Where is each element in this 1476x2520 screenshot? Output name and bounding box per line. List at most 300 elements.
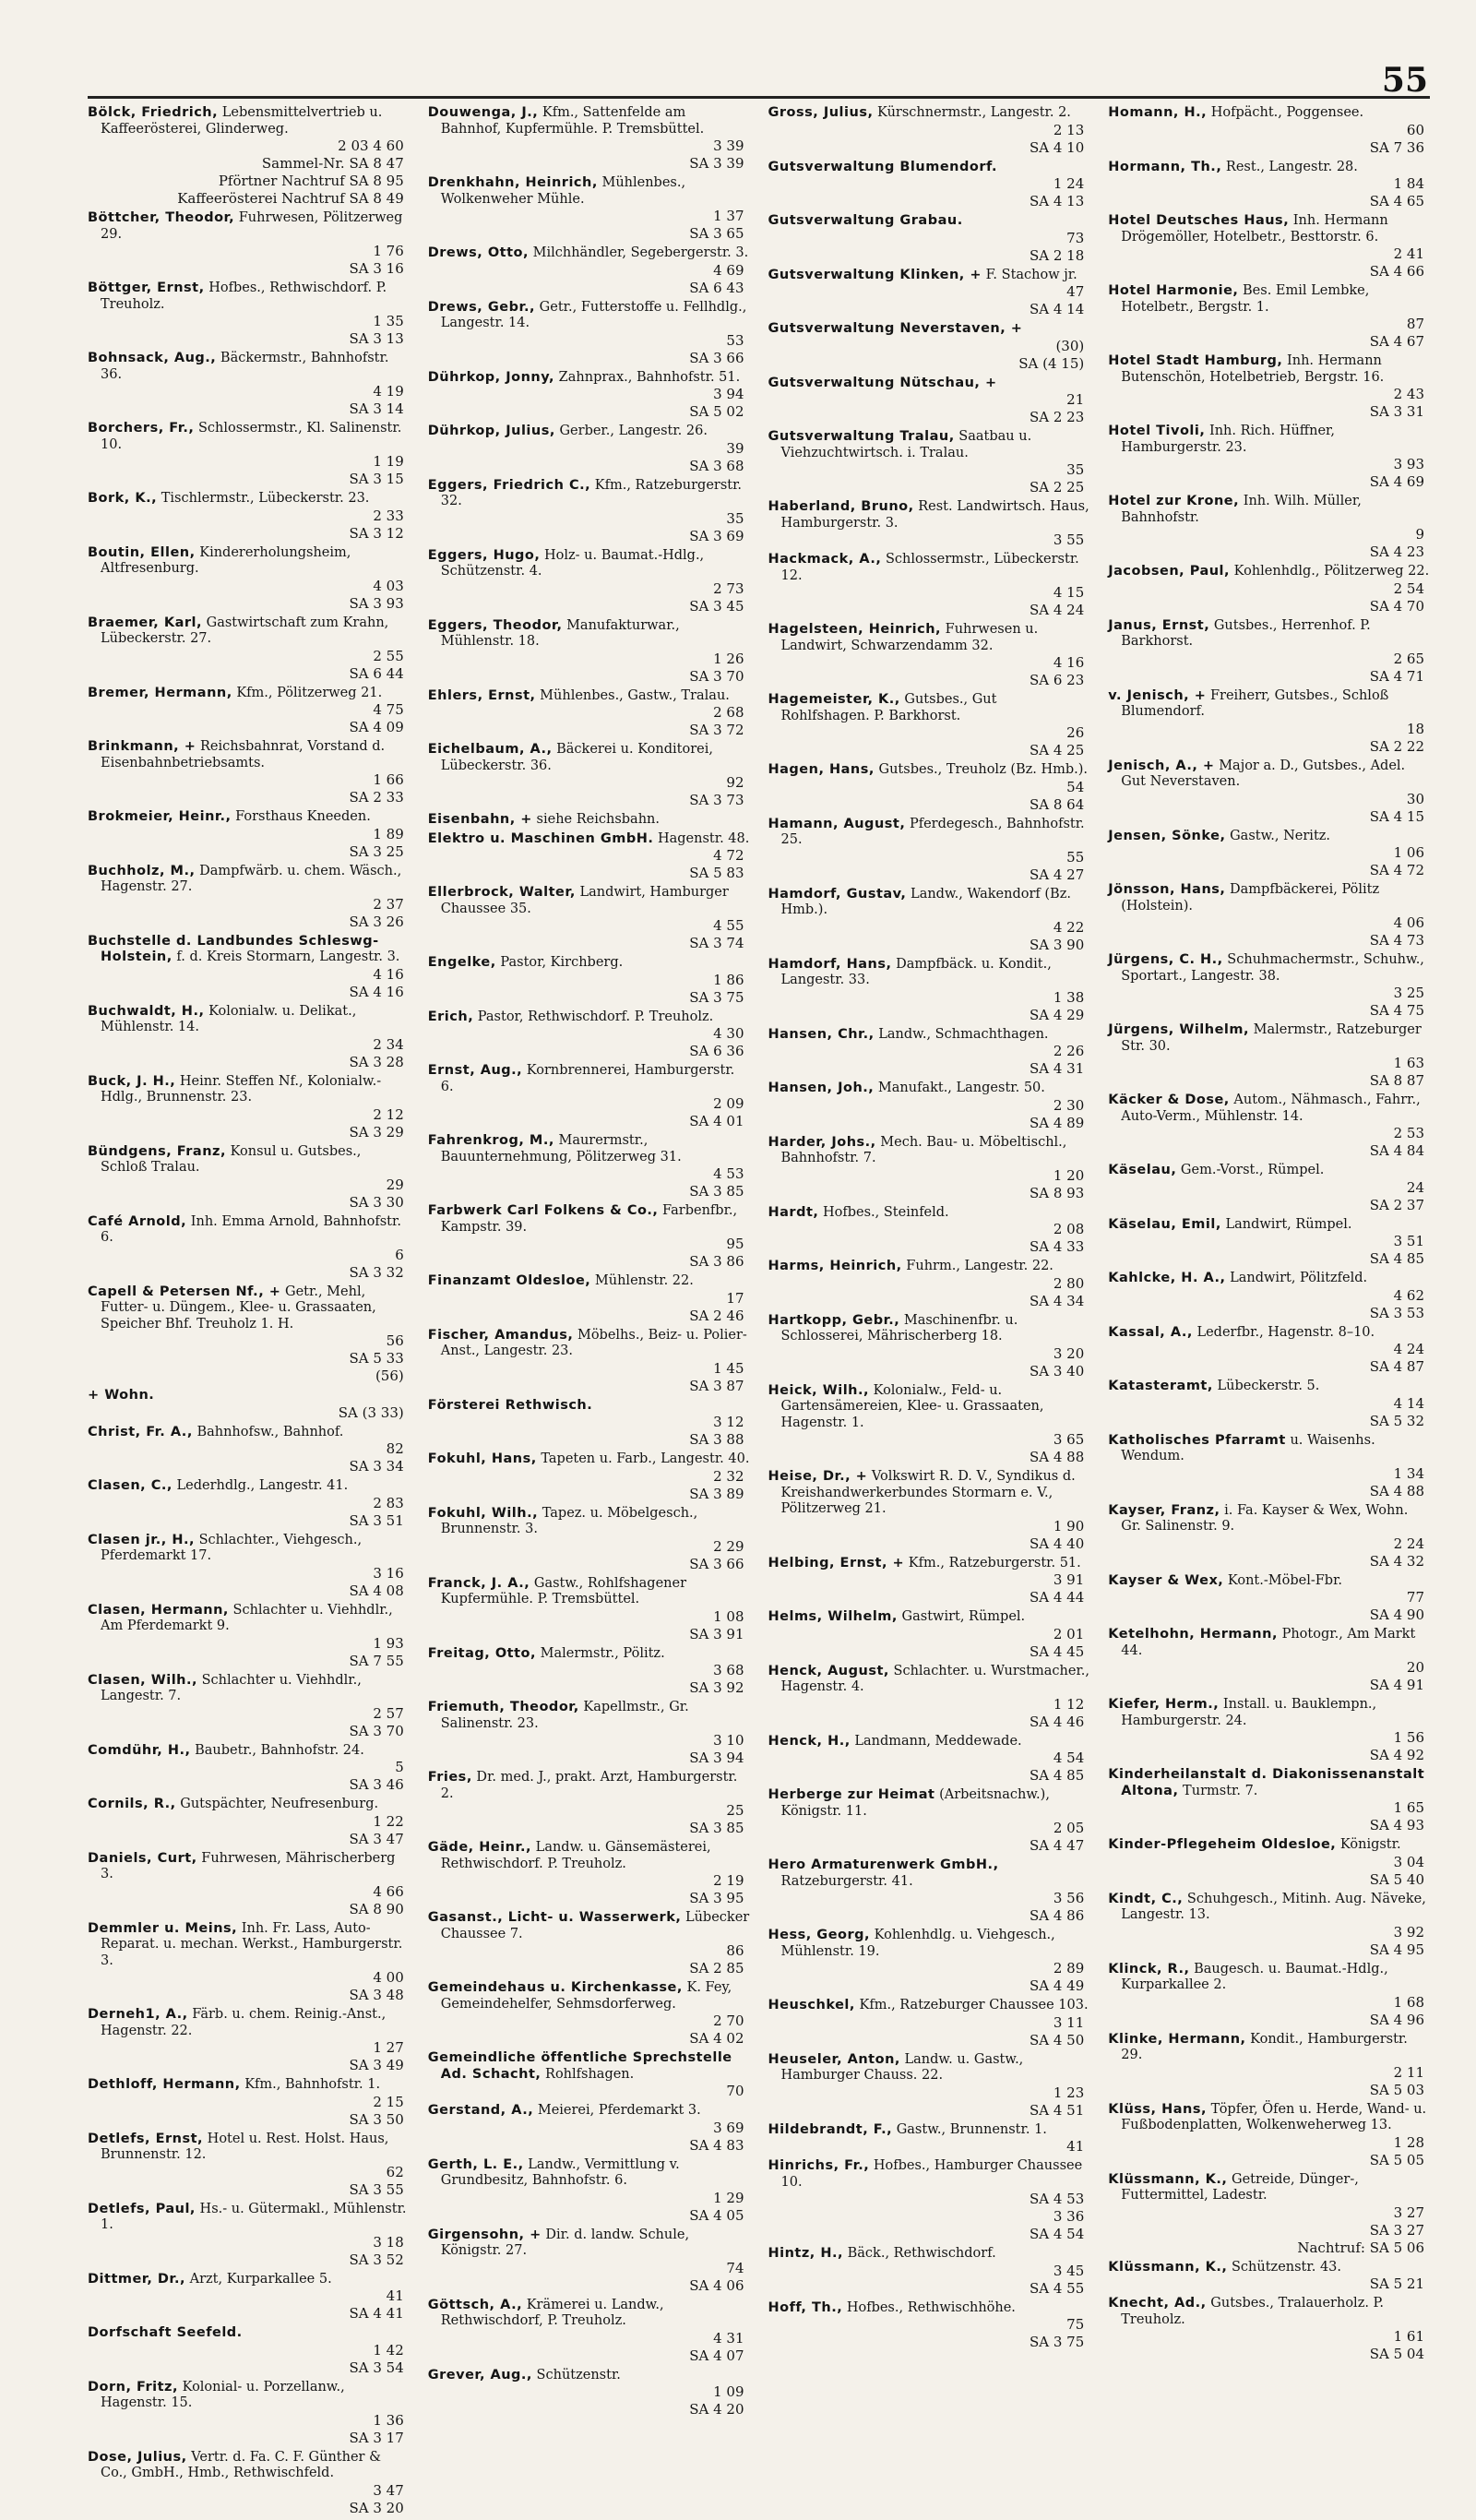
entry-phone-numbers (1121, 1395, 1430, 1430)
phone-number: 3 39 (713, 137, 744, 154)
entry-phone-numbers (101, 896, 410, 931)
phone-number: SA 4 20 (689, 2401, 744, 2418)
entry-description: Gutsbes., Tralauerholz. P. Treuholz. (1121, 2296, 1384, 2327)
phone-number: SA 3 74 (689, 935, 744, 951)
entry-phone-numbers (781, 283, 1090, 318)
entry-phone-numbers (441, 1290, 750, 1325)
phone-number: 4 55 (713, 917, 744, 934)
phone-number: Nachtruf: SA 5 06 (1297, 2239, 1424, 2256)
phone-number: SA 4 65 (1369, 193, 1424, 209)
entry-name: Gutsverwaltung Klinken, + (768, 267, 982, 282)
entry-name: Jensen, Sönke, (1108, 828, 1226, 843)
entry-name: Henck, H., (768, 1733, 851, 1749)
entry-description: Maschinenfbr. u. Schlosserei, Mährischerberg 18. (780, 1312, 1018, 1344)
entry-description: Hagenstr. 48. (653, 830, 750, 846)
phone-number: 1 27 (373, 2039, 404, 2056)
entry-phone-numbers (1121, 1799, 1430, 1834)
entry-phone-numbers (1121, 2328, 1430, 2363)
entry-description: (Arbeitsnachw.), Königstr. 11. (780, 1787, 1050, 1819)
phone-number: 2 53 (1393, 1125, 1424, 1141)
entry-phone-numbers (441, 651, 750, 686)
phone-number: SA 3 45 (689, 597, 744, 615)
phone-number: 3 55 (1053, 531, 1085, 548)
entry-name: Klinck, R., (1108, 1961, 1190, 1977)
entry-phone-numbers (1121, 1055, 1430, 1090)
entry-name: Brinkmann, + (88, 739, 196, 754)
phone-number: 35 (726, 509, 744, 527)
phone-number: 1 19 (373, 453, 404, 470)
phone-number: SA 4 49 (1029, 1977, 1085, 1994)
phone-number: 3 65 (1053, 1431, 1085, 1448)
entry-phone-numbers (781, 654, 1090, 689)
entry-name: Café Arnold, (88, 1213, 187, 1229)
phone-number: SA 4 15 (1369, 807, 1424, 825)
entry-description: Dr. med. J., prakt. Arzt, Hamburgerstr. 2. (440, 1770, 738, 1801)
entry-phone-numbers (781, 779, 1090, 814)
entry-description: Krämerei u. Landw., Rethwischdorf, P. Treuholz. (440, 2297, 664, 2328)
entry-name: Helms, Wilhelm, (768, 1609, 898, 1624)
entry-phone-numbers (1121, 526, 1430, 561)
directory-entry (428, 300, 750, 367)
entry-phone-numbers (781, 1345, 1090, 1380)
phone-number: 2 83 (373, 1494, 404, 1511)
phone-number: SA 4 31 (1029, 1060, 1085, 1077)
directory-entry (768, 429, 1090, 496)
directory-entry (428, 1133, 750, 1200)
phone-number: SA 4 05 (689, 2206, 744, 2224)
phone-number: 1 38 (1053, 988, 1085, 1006)
entry-description: Dir. d. landw. Schule, Königstr. 27. (440, 2227, 690, 2258)
entry-description: Kapellmstr., Gr. Salinenstr. 23. (440, 1700, 689, 1731)
phone-number: 3 92 (1393, 1923, 1424, 1941)
entry-phone-numbers (101, 383, 410, 418)
phone-number: SA 3 65 (689, 225, 744, 242)
phone-number: SA 4 07 (689, 2347, 744, 2364)
phone-number: SA 4 40 (1029, 1535, 1085, 1552)
entry-phone-numbers (101, 243, 410, 278)
directory-entry (428, 478, 750, 545)
entry-name: Gäde, Heinr., (427, 1840, 532, 1855)
entry-name: Hotel Stadt Hamburg, (1108, 353, 1283, 368)
phone-number: 2 24 (1393, 1535, 1424, 1552)
phone-number: SA 4 29 (1029, 1006, 1085, 1023)
phone-number: SA 3 20 (349, 2499, 404, 2516)
entry-description: Lübecker Chaussee 7. (440, 1910, 750, 1941)
directory-entry (1108, 1573, 1430, 1625)
phone-number: 4 30 (713, 1025, 744, 1042)
directory-entry (768, 622, 1090, 689)
phone-number: SA 5 40 (1369, 1870, 1424, 1888)
phone-number: SA 2 22 (1369, 737, 1424, 755)
phone-number: 3 27 (1393, 2204, 1424, 2221)
entry-name: Hansen, Chr., (768, 1026, 875, 1042)
entry-description: Mühlenstr. 22. (590, 1273, 694, 1288)
phone-number: 3 25 (1393, 985, 1424, 1001)
phone-number: SA 3 85 (689, 1820, 744, 1836)
phone-number: SA 6 44 (349, 664, 404, 682)
directory-entry (88, 2450, 410, 2517)
directory-entry (768, 321, 1090, 373)
entry-name: Boutin, Ellen, (88, 544, 196, 560)
phone-number: 35 (1066, 461, 1085, 478)
phone-number: 47 (1066, 283, 1085, 300)
entry-description: Vertr. d. Fa. C. F. Günther & Co., GmbH., Hmb., Rethwischfeld. (101, 2449, 381, 2480)
directory-entry (428, 2103, 750, 2155)
entry-phone-numbers (1121, 985, 1430, 1020)
phone-number: 4 53 (713, 1165, 744, 1182)
entry-description: Fuhrwesen, Mährischerberg 3. (101, 1850, 396, 1881)
phone-number: 3 51 (1393, 1233, 1424, 1249)
phone-number: SA 3 53 (1369, 1304, 1424, 1321)
phone-number: SA 4 88 (1029, 1449, 1085, 1465)
entry-name: Fokuhl, Hans, (427, 1451, 537, 1466)
phone-number: SA 3 49 (349, 2057, 404, 2073)
entry-description: Tischlermstr., Lübeckerstr. 23. (157, 491, 370, 506)
phone-number: SA 3 89 (689, 1485, 744, 1502)
entry-name: Clasen, Hermann, (88, 1602, 229, 1618)
entry-name: Kindt, C., (1108, 1891, 1184, 1906)
entry-description: Bäckerei u. Konditorei, Lübeckerstr. 36. (440, 742, 713, 773)
entry-name: Dethloff, Hermann, (88, 2077, 241, 2092)
entry-description: Baugesch. u. Baumat.-Hdlg., Kurparkallee 2. (1121, 1961, 1388, 1992)
entry-description: Volkswirt R. D. V., Syndikus d. Kreishandwerkerbundes Stormarn e. V., Pölitzerweg 21. (780, 1469, 1076, 1516)
entry-phone-numbers (441, 440, 750, 475)
phone-number: 4 15 (1053, 584, 1085, 601)
entry-name: Gasanst., Licht- u. Wasserwerk, (427, 1910, 682, 1925)
phone-number: SA 4 02 (689, 2030, 744, 2047)
phone-number: SA 3 13 (349, 330, 404, 347)
entry-description: Schuhmachermstr., Schuhw., Sportart., Langestr. 38. (1121, 952, 1424, 984)
entry-phone-numbers (101, 2164, 410, 2199)
entry-name: Käselau, Emil, (1108, 1216, 1221, 1232)
phone-number: 1 26 (713, 650, 744, 667)
entry-description: Major a. D., Gutsbes., Adel. Gut Neverstaven. (1121, 758, 1406, 789)
entry-name: Henck, August, (768, 1663, 889, 1678)
phone-number: 21 (1066, 391, 1085, 408)
entry-name: Hartkopp, Gebr., (768, 1312, 900, 1328)
entry-description: Malermstr., Ratzeburger Str. 30. (1121, 1022, 1422, 1054)
entry-phone-numbers (1121, 316, 1430, 351)
directory-entry (428, 105, 750, 173)
entry-phone-numbers (781, 1043, 1090, 1078)
directory-entry (1108, 1433, 1430, 1500)
phone-number: SA 3 30 (349, 1193, 404, 1211)
directory-entry (88, 1004, 410, 1071)
entry-name: Franck, J. A., (427, 1575, 530, 1591)
entry-description: Landw., Schmachthagen. (874, 1026, 1049, 1042)
phone-number: SA 5 33 (349, 1350, 404, 1367)
entry-phone-numbers (1121, 122, 1430, 157)
directory-entry (88, 1851, 410, 1918)
directory-entry (768, 957, 1090, 1024)
phone-number: 4 66 (373, 1882, 404, 1900)
entry-description: Fuhrm., Langestr. 22. (901, 1259, 1053, 1273)
entry-description: Kfm., Ratzeburgerstr. 51. (904, 1555, 1081, 1571)
entry-name: Harder, Johs., (768, 1134, 876, 1150)
phone-number: SA 5 03 (1369, 2081, 1424, 2098)
entry-phone-numbers (441, 1095, 750, 1130)
directory-entry (1108, 1892, 1430, 1959)
entry-phone-numbers (781, 461, 1090, 496)
phone-number: SA 5 83 (689, 865, 744, 881)
entry-phone-numbers (101, 1495, 410, 1530)
entry-description: Zahnprax., Bahnhofstr. 51. (554, 369, 741, 385)
entry-phone-numbers (101, 1969, 410, 2004)
entry-phone-numbers (101, 1106, 410, 1141)
entry-name: Hamann, August, (768, 816, 906, 831)
entry-phone-numbers (101, 966, 410, 1001)
entry-name: Kahlcke, H. A., (1108, 1271, 1226, 1285)
entry-phone-numbers (1121, 2134, 1430, 2169)
entry-name: Dittmer, Dr., (88, 2271, 186, 2287)
phone-number: 1 23 (1053, 2084, 1085, 2101)
entry-description: Inh. Emma Arnold, Bahnhofstr. 6. (101, 1213, 401, 1245)
phone-number: 2 57 (373, 1704, 404, 1722)
entry-description: Landmann, Meddewade. (850, 1733, 1022, 1749)
entry-phone-numbers (441, 2120, 750, 2155)
entry-name: Klüssmann, K., (1108, 2259, 1228, 2275)
entry-phone-numbers (101, 578, 410, 613)
entry-description: Inh. Hermann Butenschön, Hotelbetrieb, Bergstr. 16. (1121, 353, 1385, 385)
directory-entry (88, 545, 410, 613)
entry-phone-numbers (441, 704, 750, 739)
entry-phone-numbers (441, 1165, 750, 1200)
directory-entry (88, 739, 410, 806)
phone-number: SA 4 55 (1029, 2279, 1085, 2297)
phone-number: 4 14 (1393, 1394, 1424, 1412)
phone-number: SA 4 01 (689, 1113, 744, 1129)
entry-name: Daniels, Curt, (88, 1850, 197, 1866)
directory-entry (88, 2325, 410, 2377)
phone-number: 74 (726, 2259, 744, 2276)
phone-number: 1 37 (713, 208, 744, 224)
entry-name: Buchholz, M., (88, 863, 196, 878)
phone-number: SA 3 50 (349, 2110, 404, 2128)
phone-number: SA 3 52 (349, 2251, 404, 2268)
phone-number: 4 16 (373, 965, 404, 983)
phone-number: 4 06 (1393, 914, 1424, 931)
directory-entry (428, 1203, 750, 1271)
entry-description: Kfm., Sattenfelde am Bahnhof, Kupfermühle. P. Tremsbüttel. (440, 105, 705, 137)
entry-phone-numbers (441, 774, 750, 809)
entry-name: Girgensohn, + (427, 2227, 542, 2242)
phone-number: SA 4 33 (1029, 1238, 1085, 1255)
phone-number: 3 20 (1053, 1344, 1085, 1362)
entry-description: Turmstr. 7. (1178, 1783, 1258, 1798)
entry-description: Hofbes., Rethwischdorf. P. Treuholz. (101, 281, 387, 312)
entry-name: Hansen, Joh., (768, 1081, 875, 1095)
phone-number: SA 3 87 (689, 1377, 744, 1394)
phone-number: SA 4 53 (1029, 2191, 1085, 2207)
phone-number: SA 4 27 (1029, 866, 1085, 883)
entry-description: Lederfbr., Hagenstr. 8–10. (1192, 1324, 1375, 1340)
entry-name: Böttcher, Theodor, (88, 210, 235, 225)
entry-name: Käselau, (1108, 1163, 1177, 1177)
entry-name: Drews, Otto, (427, 245, 530, 260)
directory-entry (768, 1205, 1090, 1257)
entry-description: Kürschnermstr., Langestr. 2. (873, 105, 1071, 120)
entry-name: Heise, Dr., + (768, 1469, 868, 1484)
entry-name: Hess, Georg, (768, 1928, 871, 1942)
phone-number: 4 69 (713, 261, 744, 279)
directory-entry (88, 2380, 410, 2447)
entry-description: Pastor, Rethwischdorf. P. Treuholz. (473, 1009, 714, 1024)
directory-entry (88, 1284, 410, 1386)
directory-entry (428, 955, 750, 1007)
entry-description: Schützenstr. (531, 2367, 621, 2383)
entry-name: Göttsch, A., (427, 2297, 523, 2312)
entry-description: Gutsbes., Gut Rohlfshagen. P. Barkhorst. (780, 692, 997, 723)
directory-entry (1108, 1022, 1430, 1090)
entry-phone-numbers (441, 2012, 750, 2048)
phone-number: SA 3 40 (1029, 1362, 1085, 1379)
phone-number: 54 (1066, 778, 1085, 795)
directory-entry (428, 831, 750, 883)
entry-phone-numbers (781, 1626, 1090, 1661)
entry-phone-numbers (781, 531, 1090, 549)
phone-number: SA 4 32 (1369, 1552, 1424, 1570)
directory-entry (428, 885, 750, 952)
directory-entry (88, 351, 410, 418)
directory-entry (1108, 1627, 1430, 1694)
entry-name: Ernst, Aug., (427, 1063, 523, 1078)
entry-description: Inh. Wilh. Müller, Bahnhofstr. (1121, 494, 1362, 525)
phone-number: 4 24 (1393, 1341, 1424, 1357)
phone-number: SA 3 29 (349, 1123, 404, 1141)
entry-name: Christ, Fr. A., (88, 1424, 193, 1439)
entry-phone-numbers (781, 230, 1090, 265)
entry-description: K. Fey, Gemeindehelfer, Sehmsdorferweg. (440, 1980, 732, 2012)
entry-phone-numbers (441, 1662, 750, 1697)
directory-entry (428, 2298, 750, 2365)
phone-number: SA 3 75 (1029, 2334, 1085, 2350)
phone-number: SA 3 90 (1029, 936, 1085, 953)
phone-number: SA 2 25 (1029, 479, 1085, 496)
directory-entry (1108, 1767, 1430, 1834)
entry-name: Buchwaldt, H., (88, 1003, 205, 1019)
entry-description: Töpfer, Öfen u. Herde, Wand- u. Fußbodenplatten, Wolkenweherweg 13. (1121, 2101, 1427, 2132)
phone-number: 1 89 (373, 825, 404, 842)
entry-name: Buck, J. H., (88, 1073, 176, 1089)
entry-phone-numbers (781, 122, 1090, 157)
entry-description: Malermstr., Pölitz. (536, 1645, 665, 1661)
phone-number: SA 4 51 (1029, 2101, 1085, 2119)
phone-number: SA 3 92 (689, 1679, 744, 1696)
entry-description: Schuhgesch., Mitinh. Aug. Näveke, Langestr. 13. (1121, 1891, 1426, 1922)
phone-number: 2 89 (1053, 1960, 1085, 1977)
entry-phone-numbers (1121, 1854, 1430, 1889)
entry-name: Knecht, Ad., (1108, 2296, 1207, 2311)
phone-number: SA 8 87 (1369, 1072, 1424, 1089)
phone-number: SA 4 34 (1029, 1292, 1085, 1309)
entry-name: Dorfschaft Seefeld. (88, 2325, 243, 2340)
entry-name: Hinrichs, Fr., (768, 2158, 870, 2173)
entry-name: Hotel zur Krone, (1108, 494, 1240, 508)
entry-phone-numbers (101, 1440, 410, 1475)
directory-entry (88, 615, 410, 683)
entry-name: Gemeindehaus u. Kirchenkasse, (427, 1980, 683, 1995)
entry-description: Manufakt., Langestr. 50. (874, 1081, 1045, 1095)
phone-number: SA 4 46 (1029, 1713, 1085, 1730)
entry-phone-numbers (1121, 580, 1430, 615)
phone-number: 3 11 (1053, 2013, 1085, 2031)
directory-entry (428, 618, 750, 686)
phone-number: SA 4 14 (1029, 301, 1085, 317)
entry-name: Böttger, Ernst, (88, 281, 205, 295)
entry-name: Borchers, Fr., (88, 421, 195, 436)
entry-name: Grever, Aug., (427, 2367, 532, 2383)
phone-number: 2 43 (1393, 386, 1424, 402)
entry-phone-numbers (1121, 386, 1430, 421)
phone-number: 20 (1406, 1659, 1424, 1676)
entry-description: Kornbrennerei, Hamburgerstr. 6. (440, 1063, 735, 1094)
directory-entry (88, 1921, 410, 2005)
phone-number: 3 10 (713, 1732, 744, 1749)
phone-number: SA 4 23 (1369, 543, 1424, 560)
phone-number: SA 4 47 (1029, 1837, 1085, 1854)
phone-number: SA 5 05 (1369, 2151, 1424, 2168)
entry-description: Kfm., Ratzeburger Chaussee 103. (854, 1998, 1089, 2012)
entry-name: Hagelsteen, Heinrich, (768, 622, 942, 637)
phone-number: SA 4 10 (1029, 138, 1085, 156)
entry-name: Eggers, Hugo, (427, 547, 541, 563)
directory-entry (428, 1700, 750, 1767)
entry-name: Eisenbahn, + (427, 812, 532, 827)
entry-phone-numbers (781, 391, 1090, 426)
phone-number: SA 2 46 (689, 1307, 744, 1324)
entry-description: Konsul u. Gutsbes., Schloß Tralau. (101, 1143, 362, 1175)
phone-number: 3 36 (1053, 2208, 1085, 2225)
entry-name: Harms, Heinrich, (768, 1259, 902, 1273)
entry-phone-numbers (781, 1571, 1090, 1606)
phone-number: 77 (1406, 1589, 1424, 1606)
phone-number: 4 16 (1053, 654, 1085, 671)
phone-number: 1 66 (373, 771, 404, 788)
directory-entry (88, 2132, 410, 2199)
directory-entry (428, 1328, 750, 1395)
directory-entry (768, 376, 1090, 427)
phone-number: 3 16 (373, 1564, 404, 1582)
directory-entry (428, 548, 750, 615)
entry-name: Bündgens, Franz, (88, 1143, 226, 1159)
directory-entry (1108, 353, 1430, 421)
entry-phone-numbers (441, 1872, 750, 1907)
directory-entry (428, 1910, 750, 1977)
entry-phone-numbers (1121, 651, 1430, 686)
entry-description: Maurermstr., Bauunternehmung, Pölitzerweg 31. (440, 1133, 682, 1164)
entry-name: Clasen jr., H., (88, 1532, 196, 1547)
entry-name: Hildebrandt, F., (768, 2121, 893, 2137)
entry-name: Dührkop, Julius, (427, 424, 555, 438)
entry-name: Homann, H., (1108, 105, 1208, 120)
directory-entry (768, 1734, 1090, 1785)
phone-number: SA 3 16 (349, 260, 404, 277)
directory-entry (428, 1980, 750, 2048)
entry-description: Mühlenbes., Gastw., Tralau. (535, 687, 730, 703)
entry-phone-numbers (441, 208, 750, 243)
entry-phone-numbers (1121, 1465, 1430, 1500)
entry-phone-numbers (781, 1518, 1090, 1553)
phone-number: 4 00 (373, 1969, 404, 1986)
entry-name: Bork, K., (88, 491, 158, 506)
phone-number: SA 3 32 (349, 1263, 404, 1281)
directory-entry (1108, 1837, 1430, 1889)
entry-name: Hagen, Hans, (768, 762, 875, 777)
entry-name: Herberge zur Heimat (768, 1787, 935, 1802)
entry-name: Heuschkel, (768, 1998, 855, 2012)
entry-name: Kayser, Franz, (1108, 1502, 1220, 1518)
entry-description: Fuhrwesen, Pölitzerweg 29. (101, 210, 403, 242)
